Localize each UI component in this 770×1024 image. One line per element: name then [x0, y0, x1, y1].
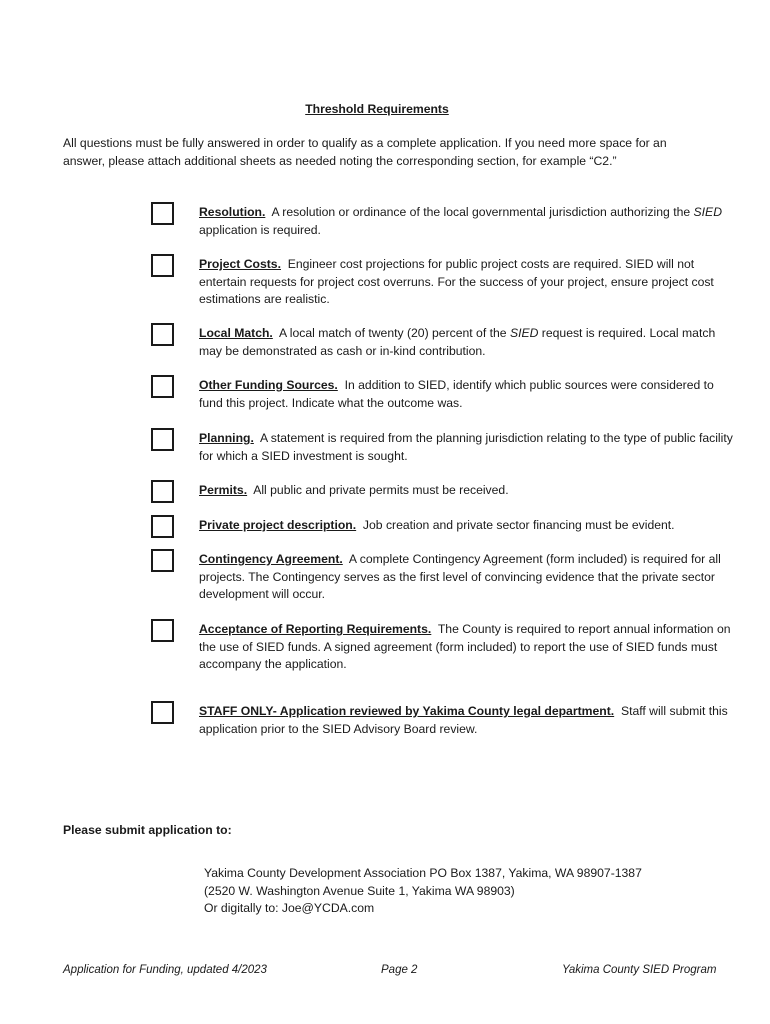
checkbox-other-funding[interactable]: [151, 375, 174, 398]
item-text: Contingency Agreement. A complete Contingency Agreement (form included) is required for all projects. The Contingency serves as the first level of convincing evidence that the private sector development will occur.: [199, 552, 721, 601]
page-title: Threshold Requirements: [305, 102, 449, 116]
checkbox-permits[interactable]: [151, 480, 174, 503]
address-email-line: Or digitally to: Joe@YCDA.com: [204, 901, 375, 915]
submit-address: [204, 865, 724, 918]
item-text: Permits. All public and private permits must be received.: [199, 483, 509, 497]
item-label: Resolution.: [199, 205, 266, 219]
checkbox-private-project[interactable]: [151, 515, 174, 538]
checkbox-local-match[interactable]: [151, 323, 174, 346]
item-label: Planning.: [199, 431, 254, 445]
footer-right: Yakima County SIED Program: [562, 964, 717, 976]
checkbox-resolution[interactable]: [151, 202, 174, 225]
address-line: Yakima County Development Association PO Box 1387, Yakima, WA 98907-1387: [204, 866, 642, 880]
item-label: Project Costs.: [199, 257, 281, 271]
intro-paragraph: All questions must be fully answered in order to qualify as a complete application. If you need more space for an answer, please attach additional sheets as needed noting the corresponding section, for example “C2.”: [63, 136, 667, 168]
item-label: Private project description.: [199, 518, 357, 532]
item-text: Acceptance of Reporting Requirements. The County is required to report annual information on the use of SIED funds. A signed agreement (form included) to report the use of SIED funds must accompany the application.: [199, 622, 731, 671]
item-label: Other Funding Sources.: [199, 378, 338, 392]
submit-heading: Please submit application to:: [63, 823, 232, 837]
checkbox-contingency[interactable]: [151, 549, 174, 572]
item-text: Other Funding Sources. In addition to SIED, identify which public sources were considered to fund this project. Indicate what the outcome was.: [199, 378, 714, 410]
item-label: STAFF ONLY- Application reviewed by Yakima County legal department.: [199, 704, 615, 718]
item-label: Permits.: [199, 483, 248, 497]
item-text: Planning. A statement is required from the planning jurisdiction relating to the type of public facility for which a SIED investment is sought.: [199, 431, 733, 463]
address-line: (2520 W. Washington Avenue Suite 1, Yakima WA 98903): [204, 883, 515, 898]
item-text: Private project description. Job creation and private sector financing must be evident.: [199, 518, 675, 532]
item-text: Local Match. A local match of twenty (20) percent of the SIED request is required. Local match may be demonstrated as cash or in-kind contribution.: [199, 326, 716, 358]
item-label: Contingency Agreement.: [199, 552, 343, 566]
item-text: STAFF ONLY- Application reviewed by Yakima County legal department. Staff will submit this application prior to the SIED Advisory Board review.: [199, 704, 728, 736]
checkbox-staff-only[interactable]: [151, 701, 174, 724]
checkbox-reporting[interactable]: [151, 619, 174, 642]
footer-left: Application for Funding, updated 4/2023: [63, 964, 267, 976]
item-text: Resolution. A resolution or ordinance of the local governmental jurisdiction authorizing the SIED application is required.: [199, 205, 722, 237]
item-text: Project Costs. Engineer cost projections for public project costs are required. SIED will not entertain requests for project cost overruns. For the success of your project, ensure project cost estimations are realistic.: [199, 257, 714, 306]
item-label: Acceptance of Reporting Requirements.: [199, 622, 432, 636]
item-label: Local Match.: [199, 326, 273, 340]
checkbox-project-costs[interactable]: [151, 254, 174, 277]
footer-page-number: Page 2: [381, 964, 418, 976]
checkbox-planning[interactable]: [151, 428, 174, 451]
